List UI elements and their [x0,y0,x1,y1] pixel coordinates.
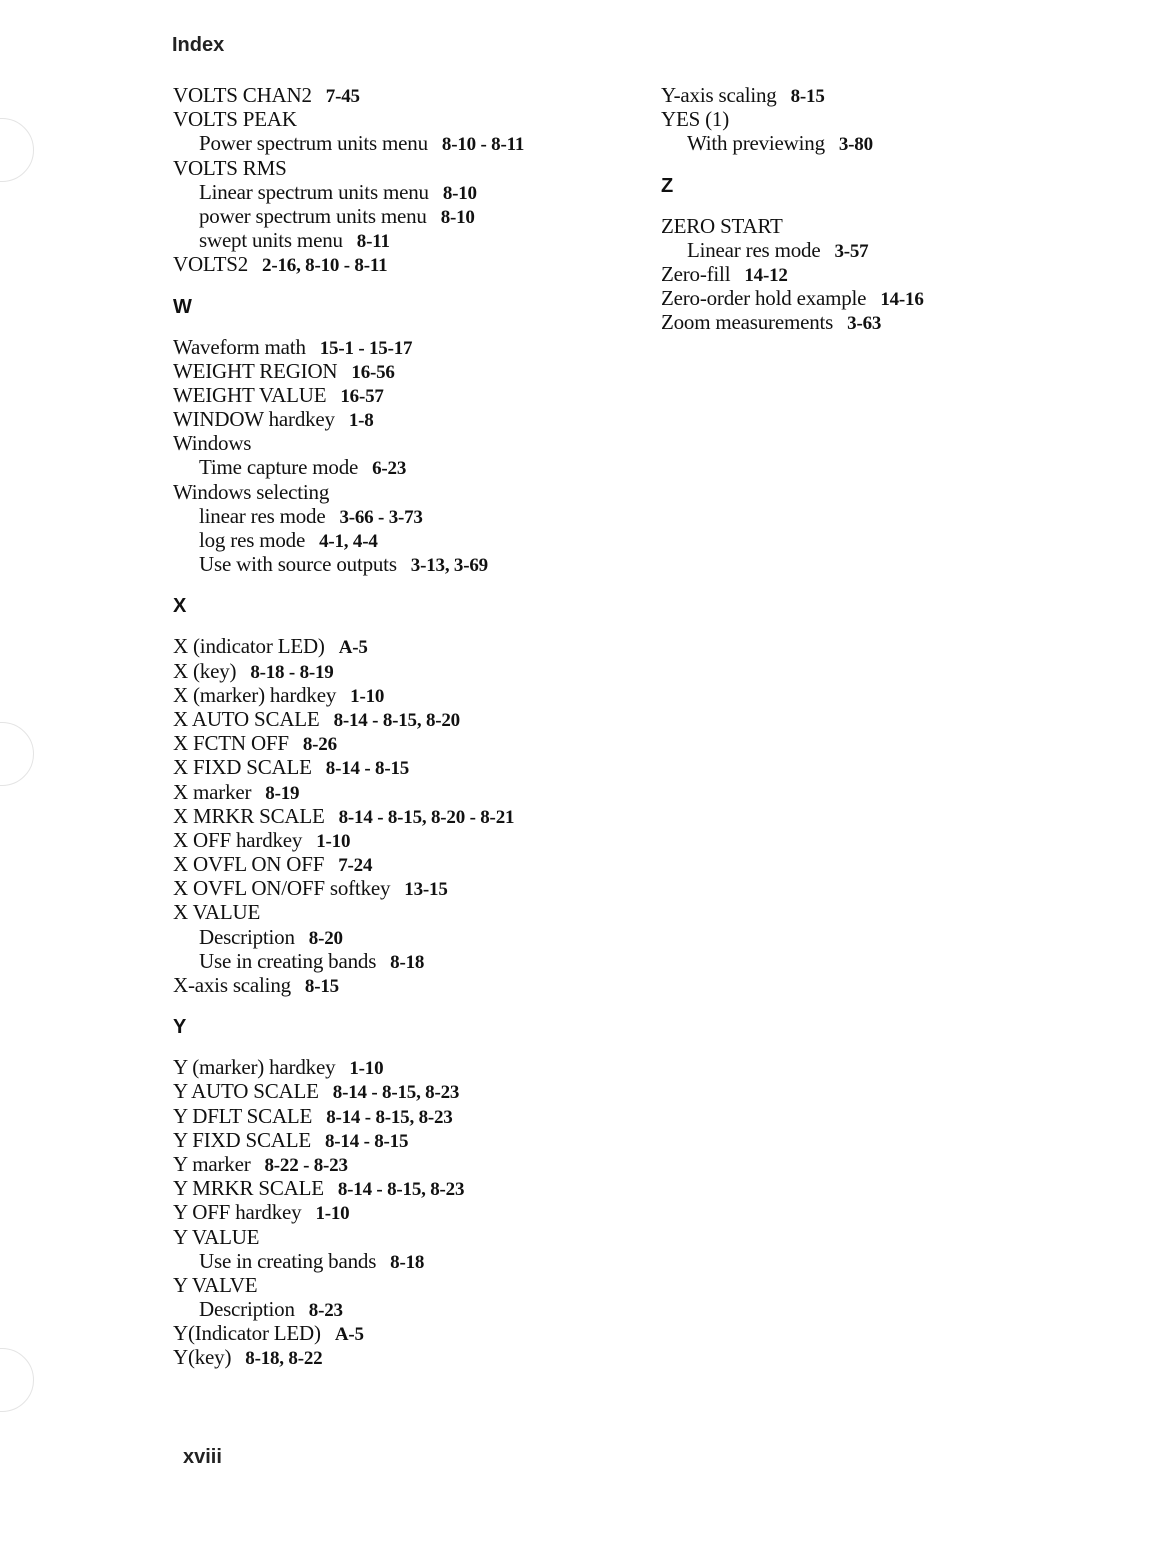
entry-term: Y VALVE [173,1272,258,1297]
entry-page-ref: 8-23 [308,1300,343,1322]
index-entry [173,407,643,431]
entry-page-ref: 16-57 [340,385,384,407]
index-entry [173,1345,643,1369]
index-subentry [173,1249,643,1273]
index-entry [173,973,643,997]
entry-term: Y-axis scaling [661,83,777,107]
index-entry [173,900,643,924]
index-entry [173,107,643,131]
binder-hole-top [0,118,34,182]
entry-term: VOLTS2 [173,252,249,277]
index-entry [173,1200,643,1224]
entry-page-ref: 8-14 - 8-15, 8-23 [326,1106,453,1128]
index-entry [173,335,643,359]
index-subentry [173,1297,643,1321]
entry-term: Time capture mode [199,455,359,480]
entry-term: Y OFF hardkey [173,1200,302,1225]
entry-page-ref: 16-56 [351,361,395,383]
entry-page-ref: 1-10 [315,1203,350,1225]
entry-page-ref: 4-1, 4-4 [319,531,378,552]
index-subentry [173,528,643,552]
entry-page-ref: 8-18 [390,951,425,973]
entry-page-ref: A-5 [338,637,368,659]
entry-term: Windows selecting [173,479,330,504]
entry-term: ZERO START [661,213,783,238]
entry-term: WEIGHT REGION [173,358,338,383]
entry-page-ref: 13-15 [404,879,448,901]
entry-term: Y (marker) hardkey [173,1055,336,1080]
index-entry [173,1176,643,1200]
entry-page-ref: 8-22 - 8-23 [264,1154,348,1176]
entry-term: Description [199,924,295,949]
entry-page-ref: 7-24 [338,855,373,877]
entry-term: Description [199,1297,295,1322]
entry-page-ref: 8-14 - 8-15, 8-20 [333,709,460,731]
entry-term: Y(Indicator LED) [173,1321,321,1346]
page-header: Index [172,34,225,56]
index-entry [173,852,643,876]
entry-page-ref: 3-66 - 3-73 [339,506,423,528]
entry-page-ref: 1-10 [350,685,385,707]
section-letter-w: W [173,295,192,318]
index-entry [173,1104,643,1128]
binder-hole-bottom [0,1348,34,1412]
index-entry [661,107,1081,131]
entry-page-ref: 8-10 [440,206,475,228]
entry-term: Y VALUE [173,1224,260,1249]
index-entry [173,659,643,683]
entry-page-ref: 14-16 [880,289,924,311]
entry-term: X MRKR SCALE [173,803,325,828]
entry-term: Linear spectrum units menu [199,179,429,204]
index-subentry [173,925,643,949]
entry-page-ref: 1-8 [348,410,374,432]
entry-term: VOLTS CHAN2 [173,83,312,107]
entry-page-ref: 6-23 [372,458,407,480]
index-entry [173,359,643,383]
entry-page-ref: 8-14 - 8-15, 8-23 [337,1179,465,1201]
entry-page-ref: 8-10 - 8-11 [441,134,525,156]
index-subentry [173,455,643,479]
index-entry [661,83,1081,107]
index-entry [661,286,1081,310]
index-entry [661,262,1081,286]
index-column-right [661,83,1081,335]
entry-term: Y MRKR SCALE [173,1176,324,1201]
entry-page-ref: 8-18 [390,1251,425,1273]
entry-page-ref: A-5 [334,1324,364,1346]
index-entry [173,1055,643,1079]
entry-page-ref: 7-45 [325,86,360,107]
entry-page-ref: 8-10 [442,182,477,204]
section-letter-y: Y [173,1016,187,1039]
index-subentry [173,228,643,252]
entry-page-ref: 3-57 [834,240,869,262]
index-entry [173,480,643,504]
entry-page-ref: 8-19 [265,782,300,804]
entry-term: Power spectrum units menu [199,131,428,156]
index-entry [173,156,643,180]
entry-page-ref: 15-1 - 15-17 [319,337,413,359]
index-entry [173,1321,643,1345]
entry-term: X (marker) hardkey [173,682,337,707]
entry-term: X FIXD SCALE [173,755,312,780]
binder-hole-middle [0,722,34,786]
entry-term: X marker [173,779,252,804]
entry-term: Y DFLT SCALE [173,1103,313,1128]
entry-term: VOLTS RMS [173,155,287,180]
index-entry [173,1152,643,1176]
entry-term: Linear res mode [687,237,821,262]
entry-page-ref: 8-18, 8-22 [245,1348,323,1370]
index-entry [173,1225,643,1249]
entry-page-ref: 3-80 [838,134,873,156]
entry-page-ref: 1-10 [349,1058,384,1080]
section-letter-z: Z [661,174,674,197]
entry-term: X VALUE [173,900,261,925]
index-entry [173,828,643,852]
index-entry [173,83,643,107]
entry-page-ref: 8-14 - 8-15, 8-23 [332,1082,460,1104]
index-subentry [661,238,1081,262]
entry-term: power spectrum units menu [199,203,427,228]
entry-term: log res mode [199,528,306,552]
entry-page-ref: 8-15 [304,976,339,997]
index-entry [173,431,643,455]
entry-term: Zoom measurements [661,310,834,335]
index-entry [173,804,643,828]
index-entry [173,780,643,804]
entry-page-ref: 8-14 - 8-15 [325,1130,409,1152]
entry-term: Y(key) [173,1345,232,1370]
index-entry [173,876,643,900]
entry-term: Waveform math [173,334,306,359]
index-entry [173,383,643,407]
index-subentry [173,131,643,155]
entry-term: Y marker [173,1151,251,1176]
index-column-left [173,83,643,1370]
entry-page-ref: 3-63 [847,313,882,335]
entry-term: X-axis scaling [173,973,291,997]
entry-term: X (indicator LED) [173,634,325,659]
index-subentry [173,552,643,576]
entry-term: WEIGHT VALUE [173,382,327,407]
entry-term: swept units menu [199,228,343,253]
index-subentry [173,180,643,204]
entry-term: Use in creating bands [199,1248,377,1273]
index-entry [173,683,643,707]
entry-page-ref: 3-13, 3-69 [410,555,488,577]
index-subentry [661,131,1081,155]
entry-term: VOLTS PEAK [173,107,297,132]
entry-page-ref: 1-10 [316,830,351,852]
index-subentry [173,204,643,228]
entry-page-ref: 14-12 [744,264,788,286]
index-entry [173,1273,643,1297]
index-entry [173,252,643,276]
index-entry [173,1079,643,1103]
entry-page-ref: 8-14 - 8-15 [325,758,410,780]
entry-page-ref: 2-16, 8-10 - 8-11 [262,255,388,277]
index-entry [173,755,643,779]
index-entry [173,634,643,658]
index-subentry [173,949,643,973]
entry-term: linear res mode [199,503,326,528]
index-entry [173,707,643,731]
entry-term: Zero-order hold example [661,286,867,311]
entry-term: YES (1) [661,107,730,132]
entry-term: Use with source outputs [199,552,397,577]
entry-term: X FCTN OFF [173,731,289,756]
entry-term: With previewing [687,131,825,156]
index-entry [661,310,1081,334]
entry-page-ref: 8-20 [308,927,343,949]
entry-term: X OVFL ON/OFF softkey [173,876,391,901]
entry-page-ref: 8-15 [790,86,825,107]
index-subentry [173,504,643,528]
page-number: xviii [183,1446,222,1468]
index-entry [173,1128,643,1152]
entry-term: Windows [173,431,252,456]
section-letter-x: X [173,595,187,618]
entry-page-ref: 8-14 - 8-15, 8-20 - 8-21 [338,806,515,828]
entry-term: WINDOW hardkey [173,407,335,432]
index-entry [173,731,643,755]
entry-term: Use in creating bands [199,948,377,973]
entry-term: X OFF hardkey [173,827,303,852]
entry-term: Y AUTO SCALE [173,1079,319,1104]
entry-term: Y FIXD SCALE [173,1127,311,1152]
index-entry [661,214,1081,238]
entry-term: X (key) [173,658,237,683]
entry-term: Zero-fill [661,261,731,286]
entry-page-ref: 8-11 [356,231,390,253]
entry-term: X AUTO SCALE [173,706,320,731]
entry-page-ref: 8-18 - 8-19 [250,661,334,683]
entry-term: X OVFL ON OFF [173,852,325,877]
entry-page-ref: 8-26 [302,734,337,756]
